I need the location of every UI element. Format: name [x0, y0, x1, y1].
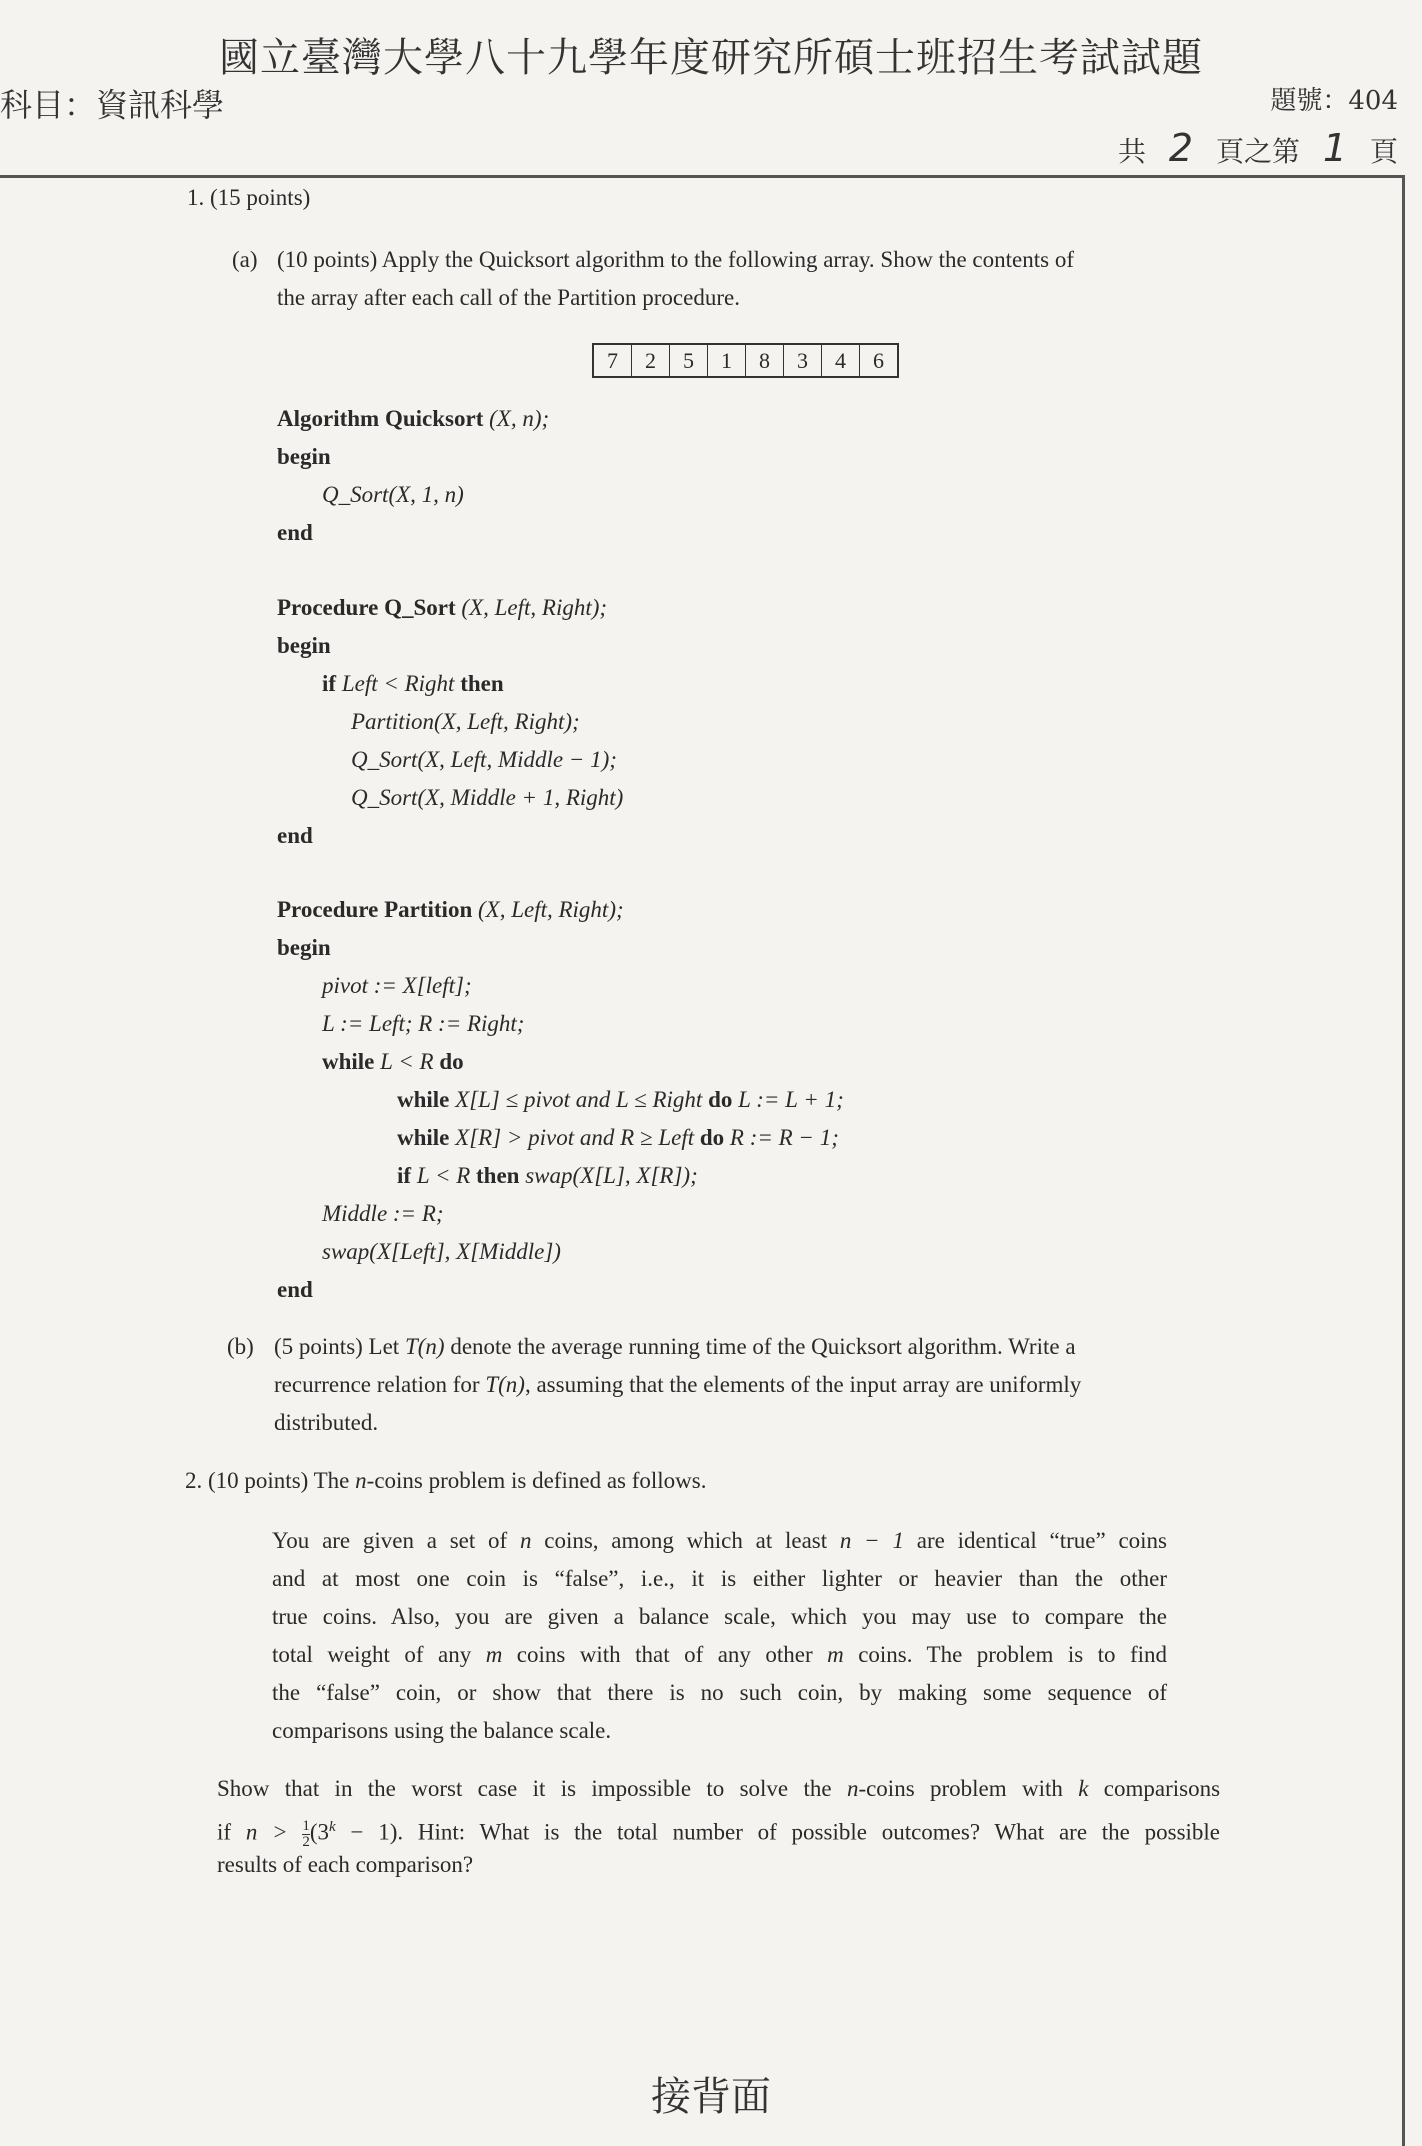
quicksort-call: Q_Sort(X, 1, n)	[322, 482, 464, 507]
partition-pivot: pivot := X[left];	[322, 973, 472, 998]
q2-show-line2: if n > $\frac{1}{2}$ $(3^k - 1)$. Hint: What is the total number of possible outcomes? What are the possible	[217, 1817, 1221, 1850]
q1-heading: 1. (15 points)	[187, 185, 311, 210]
array-cell: 4	[822, 345, 860, 376]
question-number: 題號：404	[1270, 86, 1398, 116]
q1a-text-line1: (10 points) Apply the Quicksort algorithm to the following array. Show the contents of	[277, 247, 1074, 272]
continue-on-back-note: 接背面	[651, 2074, 771, 2120]
page-total: 2	[1168, 126, 1194, 170]
qsort-header: Procedure Q_Sort (X, Left, Right);	[277, 595, 608, 620]
qsort-end: end	[277, 823, 313, 848]
partition-if: if L < R then swap(X[L], X[R]);	[397, 1163, 698, 1188]
partition-header: Procedure Partition (X, Left, Right);	[277, 897, 624, 922]
q2-show-line3: results of each comparison?	[217, 1852, 474, 1877]
partition-while-1: while X[L] ≤ pivot and L ≤ Right do L := L + 1;	[397, 1087, 844, 1112]
q2-heading: 2. (10 points) The n-coins problem is defined as follows.	[185, 1468, 707, 1493]
half-fraction: $\frac{1}{2}$	[302, 1817, 310, 1850]
q2-para-line2: and at most one coin is “false”, i.e., it is either lighter or heavier than the other	[272, 1566, 1167, 1591]
q2-show-line1: Show that in the worst case it is impossible to solve the n-coins problem with k comparisons	[217, 1776, 1221, 1801]
partition-swap: swap(X[Left], X[Middle])	[322, 1239, 561, 1264]
array-cell: 3	[784, 345, 822, 376]
partition-begin: begin	[277, 935, 331, 960]
qsort-begin: begin	[277, 633, 331, 658]
qsort-if: if Left < Right then	[322, 671, 504, 696]
partition-middle: Middle := R;	[322, 1201, 444, 1226]
quicksort-header: Algorithm Quicksort (X, n);	[277, 406, 550, 431]
array-cell: 5	[670, 345, 708, 376]
q2-para-line4: total weight of any m coins with that of any other m coins. The problem is to find	[272, 1642, 1168, 1667]
q1b-line2: recurrence relation for T(n), assuming that the elements of the input array are uniformly	[274, 1372, 1082, 1397]
input-array	[592, 343, 899, 378]
qsort-partition-call: Partition(X, Left, Right);	[351, 709, 580, 734]
q2-para-line1: You are given a set of n coins, among which at least n − 1 are identical “true” coins	[272, 1528, 1168, 1553]
page-current: 1	[1322, 126, 1348, 170]
array-cell: 2	[632, 345, 670, 376]
array-cell: 1	[708, 345, 746, 376]
array-cell: 8	[746, 345, 784, 376]
qsort-recursive-call-1: Q_Sort(X, Left, Middle − 1);	[351, 747, 617, 772]
page-info: 共 2 頁之第 1 頁	[1117, 126, 1398, 170]
q2-para-line5: the “false” coin, or show that there is no such coin, by making some sequence of	[272, 1680, 1167, 1705]
q1a-text-line2: the array after each call of the Partition procedure.	[277, 285, 740, 310]
partition-while: while L < R do	[322, 1049, 464, 1074]
array-cell: 6	[873, 348, 884, 373]
q1b-line1: (5 points) Let T(n) denote the average running time of the Quicksort algorithm. Write a	[274, 1334, 1076, 1359]
q2-para-line6: comparisons using the balance scale.	[272, 1718, 612, 1743]
exam-title: 國立臺灣大學八十九學年度研究所碩士班招生考試試題	[219, 35, 1203, 81]
q2-para-line3: true coins. Also, you are given a balance scale, which you may use to compare the	[272, 1604, 1167, 1629]
partition-while-2: while X[R] > pivot and R ≥ Left do R := R − 1;	[397, 1125, 839, 1150]
partition-end: end	[277, 1277, 313, 1302]
q1b-line3: distributed.	[274, 1410, 379, 1435]
quicksort-end: end	[277, 520, 313, 545]
q1b-label: (b)	[227, 1334, 254, 1359]
partition-lr: L := Left; R := Right;	[322, 1011, 525, 1036]
q1a-label: (a)	[232, 247, 258, 272]
subject-label: 科目：資訊科學	[0, 86, 225, 124]
quicksort-begin: begin	[277, 444, 331, 469]
array-cell: 7	[594, 345, 632, 376]
qsort-recursive-call-2: Q_Sort(X, Middle + 1, Right)	[351, 785, 624, 810]
